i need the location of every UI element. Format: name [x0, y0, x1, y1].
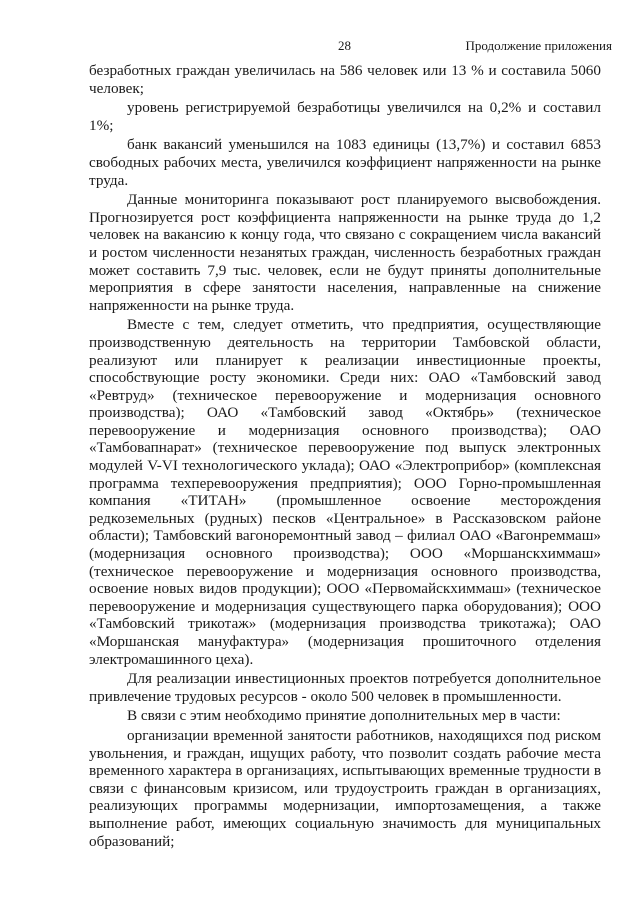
paragraph-unemployment-rate: уровень регистрируемой безработицы увеличился на 0,2% и составил 1%;: [89, 99, 601, 134]
paragraph-unemployed-count: безработных граждан увеличилась на 586 человек или 13 % и составила 5060 человек;: [89, 62, 601, 97]
page-header: [0, 38, 640, 58]
paragraph-labor-resources: Для реализации инвестиционных проектов потребуется дополнительное привлечение трудовых ресурсов - около 500 человек в промышленности.: [89, 670, 601, 705]
paragraph-temporary-employment: организации временной занятости работников, находящихся под риском увольнения, и граждан, ищущих работу, что позволит создать рабочие места временного характера в организациях, испытывающих временные трудности в связи с финансовым кризисом, или трудоустроить граждан в организациях, реализующих программы модернизации, импортозамещения, а также выполнение работ, имеющих социальную значимость для муниципальных образований;: [89, 726, 601, 850]
paragraph-investment-projects: Вместе с тем, следует отметить, что предприятия, осуществляющие производственную деятельность на территории Тамбовской области, реализуют или планирует к реализации инвестиционные проекты, способствующие росту экономики. Среди них: ОАО «Тамбовский завод «Ревтруд» (техническое перевооружение и модернизация основного производства); ОАО «Тамбовский завод «Октябрь» (техническое перевооружение и модернизация основного производства); ОАО «Тамбовапнарат» (техническое перевооружение под выпуск электронных модулей V-VI технологического уклада); ОАО «Электроприбор» (комплексная программа техперевооружения предприятия); ООО Горно-промышленная компания «ТИТАН» (промышленное освоение месторождения редкоземельных (рудных) песков «Центральное» в Рассказовском районе области); Тамбовский вагоноремонтный завод – филиал ОАО «Вагонреммаш» (модернизация основного производства); ООО «Моршанскхиммаш» (техническое перевооружение и модернизация основного производства, освоение новых видов продукции); ООО «Первомайскхиммаш» (техническое перевооружение и модернизация существующего парка оборудования); ООО «Тамбовский трикотаж» (модернизация производства трикотажа); ОАО «Моршанская мануфактура» (модернизация прошиточного отделения электромашинного цеха).: [89, 316, 601, 668]
paragraph-vacancy-bank: банк вакансий уменьшился на 1083 единицы (13,7%) и составил 6853 свободных рабочих места, увеличился коэффициент напряженности на рынке труда.: [89, 136, 601, 189]
document-body: [89, 62, 601, 850]
paragraph-additional-measures: В связи с этим необходимо принятие дополнительных мер в части:: [127, 707, 561, 725]
page-number: 28: [338, 38, 351, 53]
paragraph-monitoring-forecast: Данные мониторинга показывают рост планируемого высвобождения. Прогнозируется рост коэффициента напряженности на рынке труда до 1,2 человек на вакансию к концу года, что связано с сокращением числа вакансий и ростом численности незанятых граждан, численность безработных граждан может составить 7,9 тыс. человек, если не будут приняты дополнительные мероприятия в сфере занятости населения, направленные на снижение напряженности на рынке труда.: [89, 191, 601, 314]
running-head: Продолжение приложения: [465, 38, 612, 53]
